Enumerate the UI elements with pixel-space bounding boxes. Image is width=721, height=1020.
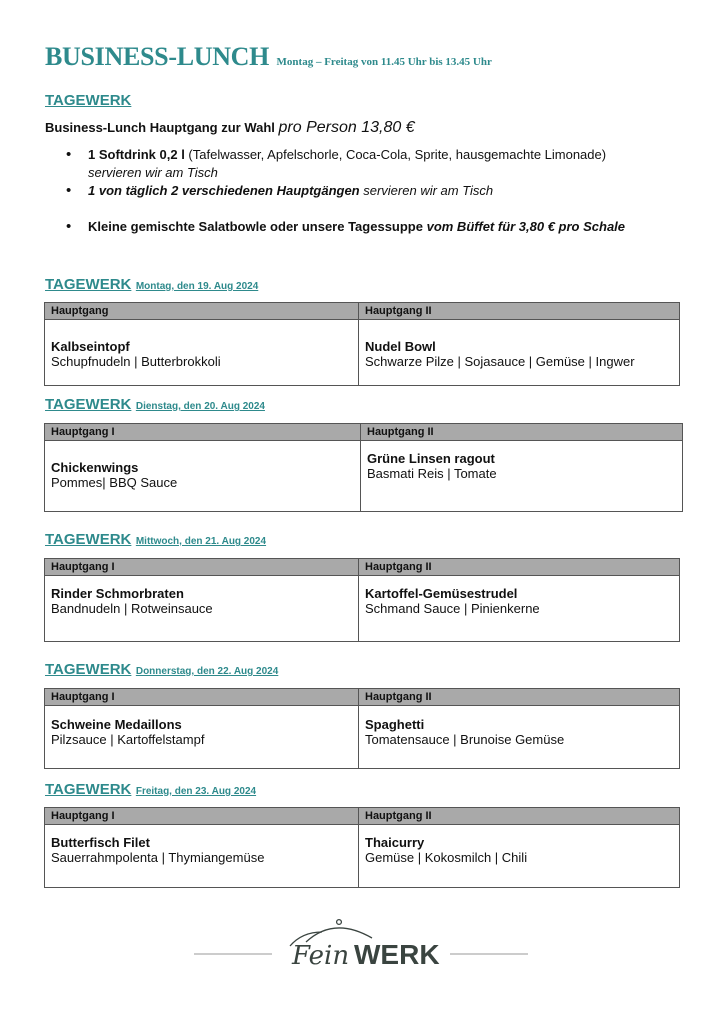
list-item xyxy=(66,182,666,200)
day-brand: TAGEWERK xyxy=(45,276,132,293)
day-heading-tuesday xyxy=(45,396,265,414)
day-heading-friday xyxy=(45,781,256,799)
salad-soup-price: vom Büffet für 3,80 € pro Schale xyxy=(426,219,626,234)
dish-cell xyxy=(359,576,680,642)
dish-name: Spaghetti xyxy=(365,717,425,732)
dish-cell xyxy=(361,441,683,512)
day-brand: TAGEWERK xyxy=(45,396,132,413)
dish-name: Grüne Linsen ragout xyxy=(367,451,495,466)
dish-sides: Schwarze Pilze | Sojasauce | Gemüse | Ingwer xyxy=(365,354,635,369)
day-heading-wednesday xyxy=(45,531,266,549)
day-date: Mittwoch, den 21. Aug 2024 xyxy=(135,536,267,547)
dish-name: Nudel Bowl xyxy=(365,339,436,354)
dish-name: Butterfisch Filet xyxy=(51,835,150,850)
list-item xyxy=(66,218,666,236)
column-header: Hauptgang II xyxy=(359,808,680,825)
dish-cell xyxy=(359,825,680,888)
list-item xyxy=(66,146,666,182)
column-header: Hauptgang II xyxy=(361,424,683,441)
dish-sides: Pilzsauce | Kartoffelstampf xyxy=(51,732,205,747)
logo-script: Fein xyxy=(292,941,350,971)
day-date: Montag, den 19. Aug 2024 xyxy=(135,281,259,292)
dish-sides: Tomatensauce | Brunoise Gemüse xyxy=(365,732,565,747)
dish-cell xyxy=(45,706,359,769)
column-header: Hauptgang II xyxy=(359,559,680,576)
dish-sides: Schupfnudeln | Butterbrokkoli xyxy=(51,354,221,369)
day-brand: TAGEWERK xyxy=(45,661,132,678)
offer-list xyxy=(66,146,666,236)
dish-name: Kalbseintopf xyxy=(51,339,130,354)
menu-table-monday xyxy=(44,302,680,386)
dish-cell xyxy=(45,825,359,888)
dish-cell xyxy=(45,441,361,512)
dish-sides: Pommes| BBQ Sauce xyxy=(51,475,178,490)
dish-name: Chickenwings xyxy=(51,460,139,475)
softdrink-service: servieren wir am Tisch xyxy=(88,165,218,180)
column-header: Hauptgang xyxy=(45,303,359,320)
logo-bold: WERK xyxy=(354,939,440,970)
title-text: BUSINESS-LUNCH xyxy=(45,42,270,71)
menu-table-wednesday xyxy=(44,558,680,642)
dish-cell xyxy=(359,320,680,386)
dish-name: Schweine Medaillons xyxy=(51,717,182,732)
softdrink-options: (Tafelwasser, Apfelschorle, Coca-Cola, Sprite, hausgemachte Limonade) xyxy=(184,147,607,162)
dish-sides: Gemüse | Kokosmilch | Chili xyxy=(365,850,528,865)
dish-cell xyxy=(359,706,680,769)
day-brand: TAGEWERK xyxy=(45,781,132,798)
dish-sides: Schmand Sauce | Pinienkerne xyxy=(365,601,540,616)
opening-hours: Montag – Freitag von 11.45 Uhr bis 13.45 Uhr xyxy=(276,56,492,68)
dish-name: Rinder Schmorbraten xyxy=(51,586,184,601)
day-heading-thursday xyxy=(45,661,278,679)
intro-line xyxy=(45,119,415,137)
salad-soup-label: Kleine gemischte Salatbowle oder unsere Tagessuppe xyxy=(88,219,427,234)
menu-table-friday xyxy=(44,807,680,888)
column-header: Hauptgang I xyxy=(45,559,359,576)
menu-table-thursday xyxy=(44,688,680,769)
day-date: Freitag, den 23. Aug 2024 xyxy=(135,786,257,797)
day-heading-monday xyxy=(45,276,258,294)
day-date: Donnerstag, den 22. Aug 2024 xyxy=(135,666,279,677)
dish-sides: Sauerrahmpolenta | Thymiangemüse xyxy=(51,850,265,865)
softdrink-label: 1 Softdrink 0,2 l xyxy=(88,147,185,162)
main-course-service: servieren wir am Tisch xyxy=(359,183,494,198)
dish-cell xyxy=(45,320,359,386)
feinwerk-logo xyxy=(194,912,528,972)
dish-sides: Basmati Reis | Tomate xyxy=(367,466,497,481)
column-header: Hauptgang I xyxy=(45,424,361,441)
dish-name: Thaicurry xyxy=(365,835,425,850)
dish-name: Kartoffel-Gemüsestrudel xyxy=(365,586,518,601)
menu-table-tuesday xyxy=(44,423,683,512)
day-brand: TAGEWERK xyxy=(45,531,132,548)
page-title xyxy=(45,42,492,72)
dish-cell xyxy=(45,576,359,642)
column-header: Hauptgang I xyxy=(45,808,359,825)
column-header: Hauptgang II xyxy=(359,303,680,320)
dish-sides: Bandnudeln | Rotweinsauce xyxy=(51,601,213,616)
intro-text: Business-Lunch Hauptgang zur Wahl xyxy=(45,120,279,135)
intro-price: pro Person 13,80 € xyxy=(278,119,415,136)
main-course-label: 1 von täglich 2 verschiedenen Hauptgängen xyxy=(88,183,360,198)
column-header: Hauptgang I xyxy=(45,689,359,706)
section-heading: TAGEWERK xyxy=(45,92,132,109)
column-header: Hauptgang II xyxy=(359,689,680,706)
day-date: Dienstag, den 20. Aug 2024 xyxy=(135,401,265,412)
